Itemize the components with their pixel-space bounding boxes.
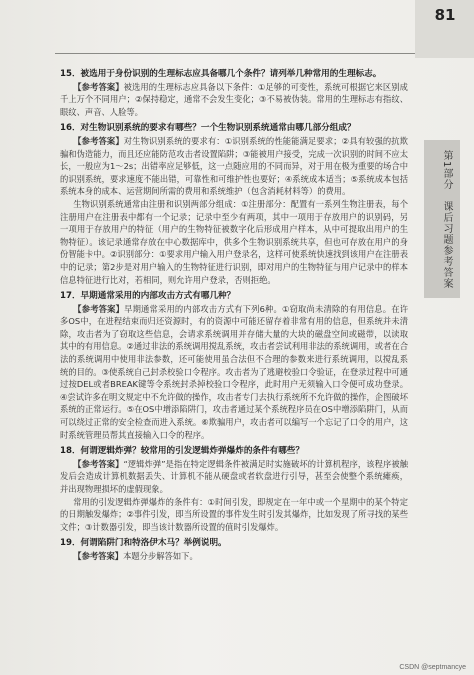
answer-paragraph <box>60 458 408 496</box>
question-title: 19．何谓陷阱门和特洛伊木马？举例说明。 <box>60 538 227 549</box>
answer-label: 【参考答案】 <box>73 135 124 146</box>
chapter-side-tab-label: 第1部分 课后习题参考答案 <box>441 150 452 290</box>
answer-label: 【参考答案】 <box>73 303 125 314</box>
question-title: 15．被选用于身份识别的生理标志应具备哪几个条件？请列举几种常用的生理标志。 <box>60 69 382 79</box>
question-title: 17．早期通常采用的内部攻击方式有哪几种？ <box>60 291 236 302</box>
header-rule <box>55 53 415 54</box>
answer-paragraph <box>60 550 408 563</box>
question-title: 16．对生物识别系统的要求有哪些？一个生物识别系统通常由哪几部分组成？ <box>60 123 356 134</box>
answer-label: 【参考答案】 <box>73 81 124 92</box>
answer-paragraph <box>60 135 408 198</box>
answer-paragraph: 生物识别系统通常由注册和识别两部分组成：①注册部分：配置有一系列生物注册表，每个注册用户在注册表中都有一个记录；记录中至少有两项，其中一项用于存放用户的识别码，另一项用于存放用户的特征（用户的生物特征被数字化后形成用户样本，从中可提取出用户的生物特征）。该记录通常存放在中心数据库中，供多个生物识别系统共享，但也可存放在用户的身份智能卡中。②识别部分：①要求用户输入用户登录名，这样可使系统快速找到该用户在注册表中的记录；第2步是对用户输入的生物特征进行识别，即对用户的生物特征与用户记录中的样本信息特征进行比对，若相同，则允许用户登录，否则拒绝。 <box>60 198 408 285</box>
answer-paragraph <box>60 81 408 119</box>
question-title: 18．何谓逻辑炸弹？较常用的引发逻辑炸弹爆炸的条件有哪些？ <box>60 446 304 457</box>
answer-text: “逻辑炸弹”是指在特定逻辑条件被满足时实施破坏的计算机程序，该程序被触发后会造成计算机数据丢失、计算机不能从硬盘或者软盘进行引导，甚至会使整个系统瘫痪，并出现物理损坏的虚假现象。 <box>60 458 408 494</box>
answer-label: 【参考答案】 <box>73 550 124 561</box>
answer-label: 【参考答案】 <box>73 458 124 469</box>
answer-text: 对生物识别系统的要求有：①识别系统的性能能满足要求；②具有较强的抗欺骗和伪造能力，而且还应能防范攻击者设置陷阱；③能被用户接受，完成一次识别的时间不应太长，一般应为1～2s；出错率应足够低，这一点随应用的不同而异，对于用在极为重要的场合中的识别系统，要求速度不能出错，可靠性和可维护性也要好；④系统成本适当；⑤系统成本包括系统本身的成本、运营期间所需的费用和系统维护（包含消耗材料等）的费用。 <box>60 135 408 197</box>
answer-text: 早期通常采用的内部攻击方式有下列6种。①窃取尚未清除的有用信息。在许多OS中，在进程结束而归还资源时，有的资源中可能还留存着非常有用的信息，但系统并未清除，攻击者为了窃取这些信息，会请求系统调用并存储大量的大块的磁盘空间或磁带，以读取其中的有用信息。②通过非法的系统调用搅乱系统，攻击者尝试利用非法的系统调用，或者在合法的系统调用中使用非法参数，还可能使用虽合法但不合理的参数来进行系统调用，以搅乱系统的目的。③使系统自己封杀校验口令程序。攻击者为了逃避校验口令验证，在登录过程中可通过按DEL或者BREAK键等令系统封杀掉校验口令程序，此时用户无须输入口令便可成功登录。④尝试许多在明文规定中不允许做的操作，攻击者专门去执行系统所不允许做的操作，企图破坏系统的正常运行。⑤在OS中增添陷阱门，攻击者通过某个系统程序员在OS中增添陷阱门，从而可以绕过正常的安全检查而进入系统。⑥欺骗用户，攻击者可以编写一个忘记了口令的用户，这时系统管理员帮其直接输入口令的程序。 <box>60 303 408 440</box>
answer-text: 被选用的生理标志应具备以下条件：①足够的可变性，系统可根据它来区别成千上万个不同用户；②保持稳定，通常不会发生变化；③不易被伪装。常用的生理标志有指纹、眼纹、声音、人脸等。 <box>60 81 408 117</box>
source-watermark: CSDN @septmancye <box>399 664 466 671</box>
answer-paragraph <box>60 303 408 442</box>
answer-text: 本题分步解答如下。 <box>123 550 198 561</box>
page-number: 81 <box>434 6 456 24</box>
page-content <box>60 64 408 563</box>
answer-paragraph: 常用的引发逻辑炸弹爆炸的条件有：①时间引发，即规定在一年中或一个星期中的某个特定的日期触发爆炸；②事件引发，即当所设置的事件发生时引发其爆炸，比如发现了所寻找的某些文件；③计数器引发，即当该计数器所设置的值时引发爆炸。 <box>60 496 408 532</box>
